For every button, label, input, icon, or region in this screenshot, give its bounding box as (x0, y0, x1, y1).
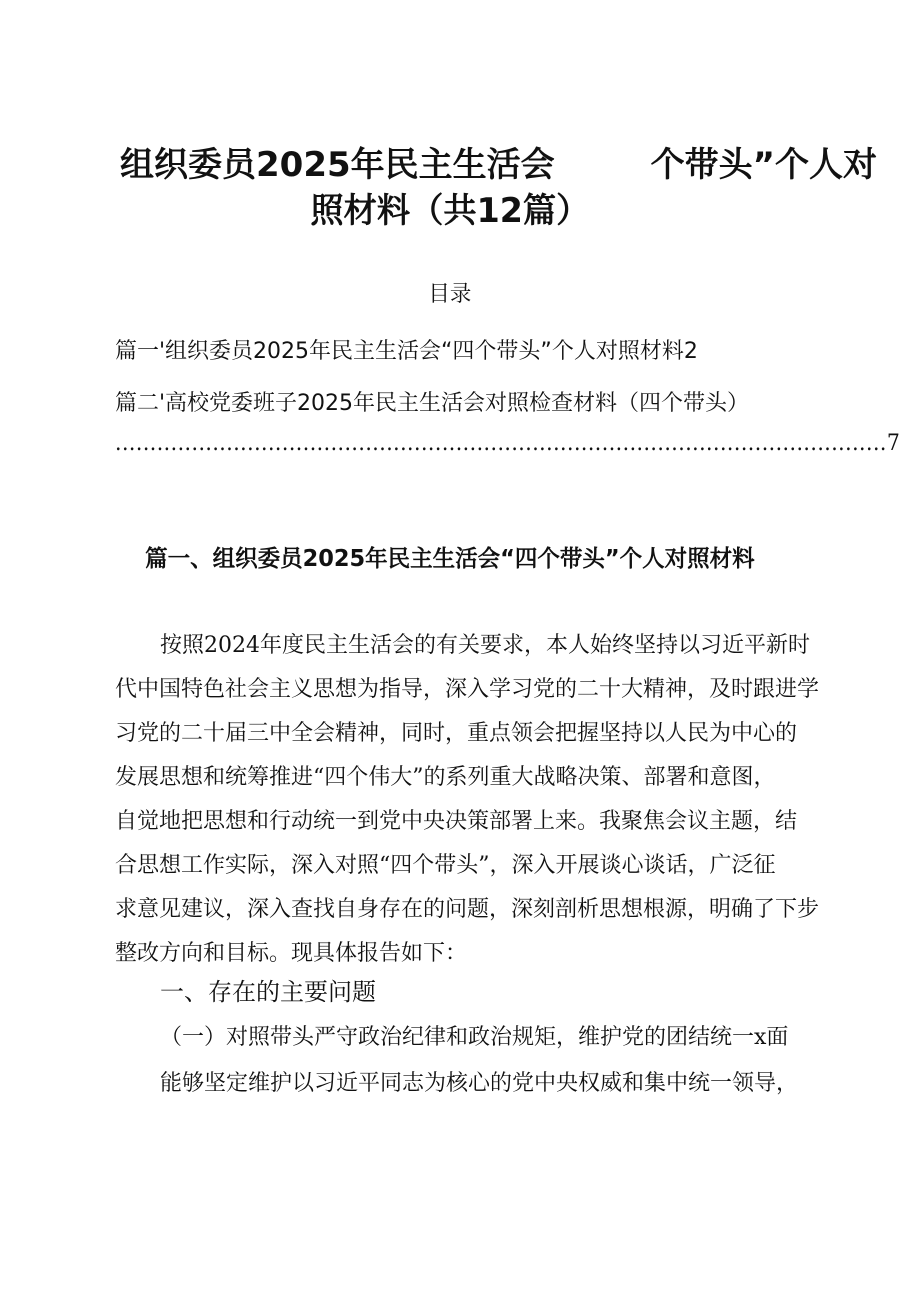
para-line-2: 代中国特色社会主义思想为指导，深入学习党的二十大精神，及时跟进学 (115, 677, 820, 702)
para-line-6: 合思想工作实际，深入对照“四个带头”，深入开展谈心谈话，广泛征 (115, 853, 776, 878)
para-line-5: 自觉地把思想和行动统一到党中央决策部署上来。我聚焦会议主题，结 (115, 809, 798, 834)
section-heading-1: 一、存在的主要问题 (160, 978, 376, 1006)
document-title-line2: 照材料（共12篇） (310, 191, 590, 231)
para-line-1: 按照2024年度民主生活会的有关要求，本人始终坚持以习近平新时 (160, 633, 810, 658)
para-line-7: 求意见建议，深入查找自身存在的问题，深刻剖析思想根源，明确了下步 (115, 897, 820, 922)
toc-item-1[interactable]: 篇一'组织委员2025年民主生活会“四个带头”个人对照材料2 (115, 339, 698, 364)
sub-line-2: 能够坚定维护以习近平同志为核心的党中央权威和集中统一领导， (160, 1071, 799, 1096)
sub-line-1: （一）对照带头严守政治纪律和政治规矩，维护党的团结统一ⅹ面 (160, 1025, 789, 1050)
title-right: 个带头”个人对 (650, 145, 877, 185)
title-left: 组织委员2025年民主生活会 (120, 145, 555, 185)
para-line-3: 习党的二十届三中全会精神，同时，重点领会把握坚持以人民为中心的 (115, 721, 798, 746)
toc-leader-dots: ...............................................................................................................7 (115, 431, 901, 456)
toc-item-2[interactable]: 篇二'高校党委班子2025年民主生活会对照检查材料（四个带头） (115, 391, 750, 416)
toc-heading: 目录 (428, 282, 472, 307)
para-line-8: 整改方向和目标。现具体报告如下： (115, 941, 468, 966)
document-title-line1 (120, 137, 877, 186)
para-line-4: 发展思想和统筹推进“四个伟大”的系列重大战略决策、部署和意图， (115, 765, 776, 790)
section-title: 篇一、组织委员2025年民主生活会“四个带头”个人对照材料 (145, 546, 755, 572)
